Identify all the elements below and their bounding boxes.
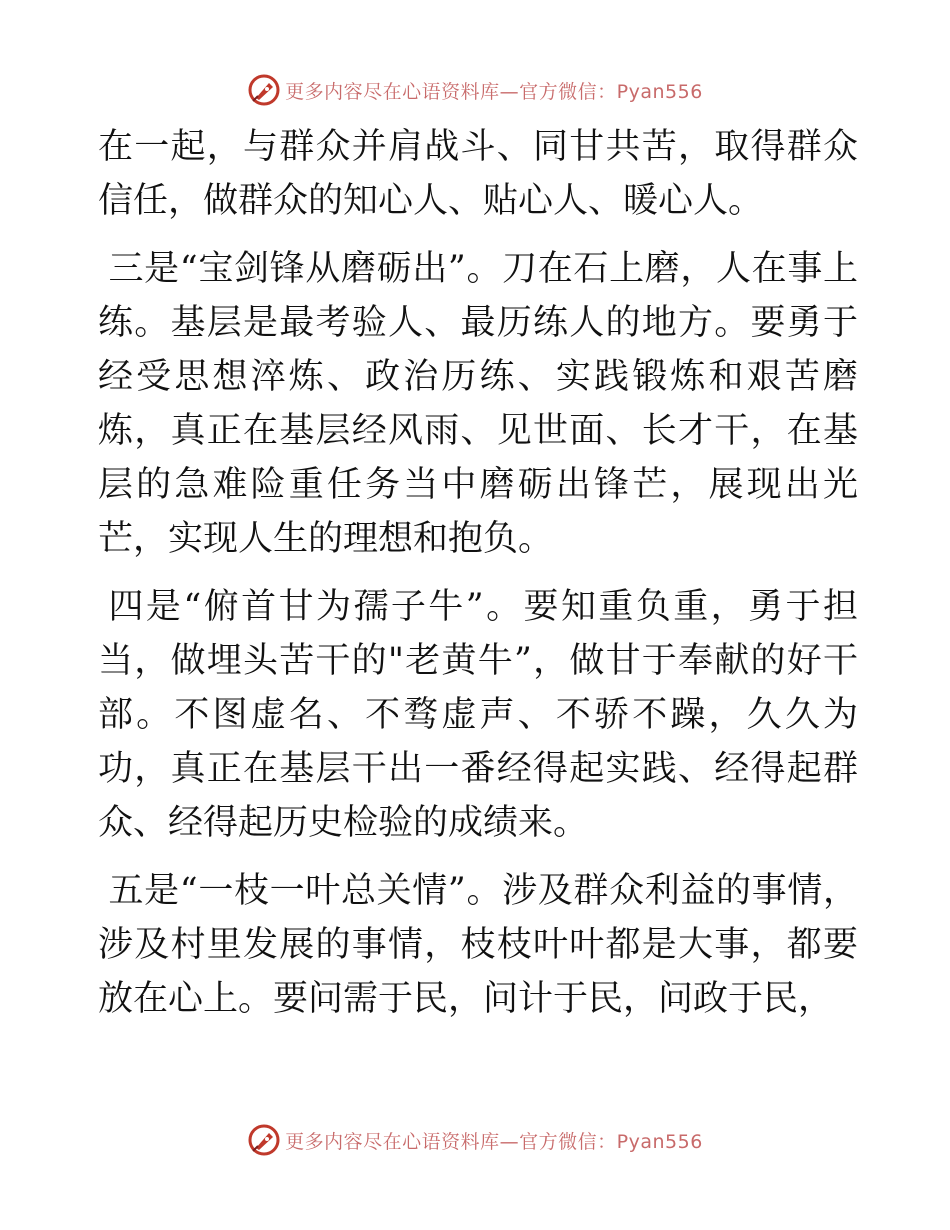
header-banner <box>0 70 950 110</box>
paragraph-1: 在一起，与群众并肩战斗、同甘共苦，取得群众信任，做群众的知心人、贴心人、暖心人。 <box>98 127 858 221</box>
header-banner-text: 更多内容尽在心语资料库—官方微信：Pyan556 <box>285 80 703 103</box>
paragraph-4: 五是“一枝一叶总关情”。涉及群众利益的事情，涉及村里发展的事情，枝枝叶叶都是大事，都要放在心上。要问需于民，问计于民，问政于民， <box>98 871 858 1019</box>
paragraph-3: 四是“俯首甘为孺子牛”。要知重负重，勇于担当，做埋头苦干的"老黄牛”，做甘于奉献的好干部。不图虚名、不骛虚声、不骄不躁，久久为功，真正在基层干出一番经得起实践、经得起群众、经得起历史检验的成绩来。 <box>98 587 858 843</box>
paragraph-2: 三是“宝剑锋从磨砺出”。刀在石上磨，人在事上练。基层是最考验人、最历练人的地方。要勇于经受思想淬炼、政治历练、实践锻炼和艰苦磨炼，真正在基层经风雨、见世面、长才干，在基层的急难险重任务当中磨砺出锋芒，展现出光芒，实现人生的理想和抱负。 <box>98 249 858 559</box>
pen-nib-logo-icon <box>247 1123 281 1157</box>
document-body <box>98 120 858 1026</box>
footer-banner <box>0 1120 950 1160</box>
pen-nib-logo-icon <box>247 73 281 107</box>
footer-banner-text: 更多内容尽在心语资料库—官方微信：Pyan556 <box>285 1130 703 1153</box>
